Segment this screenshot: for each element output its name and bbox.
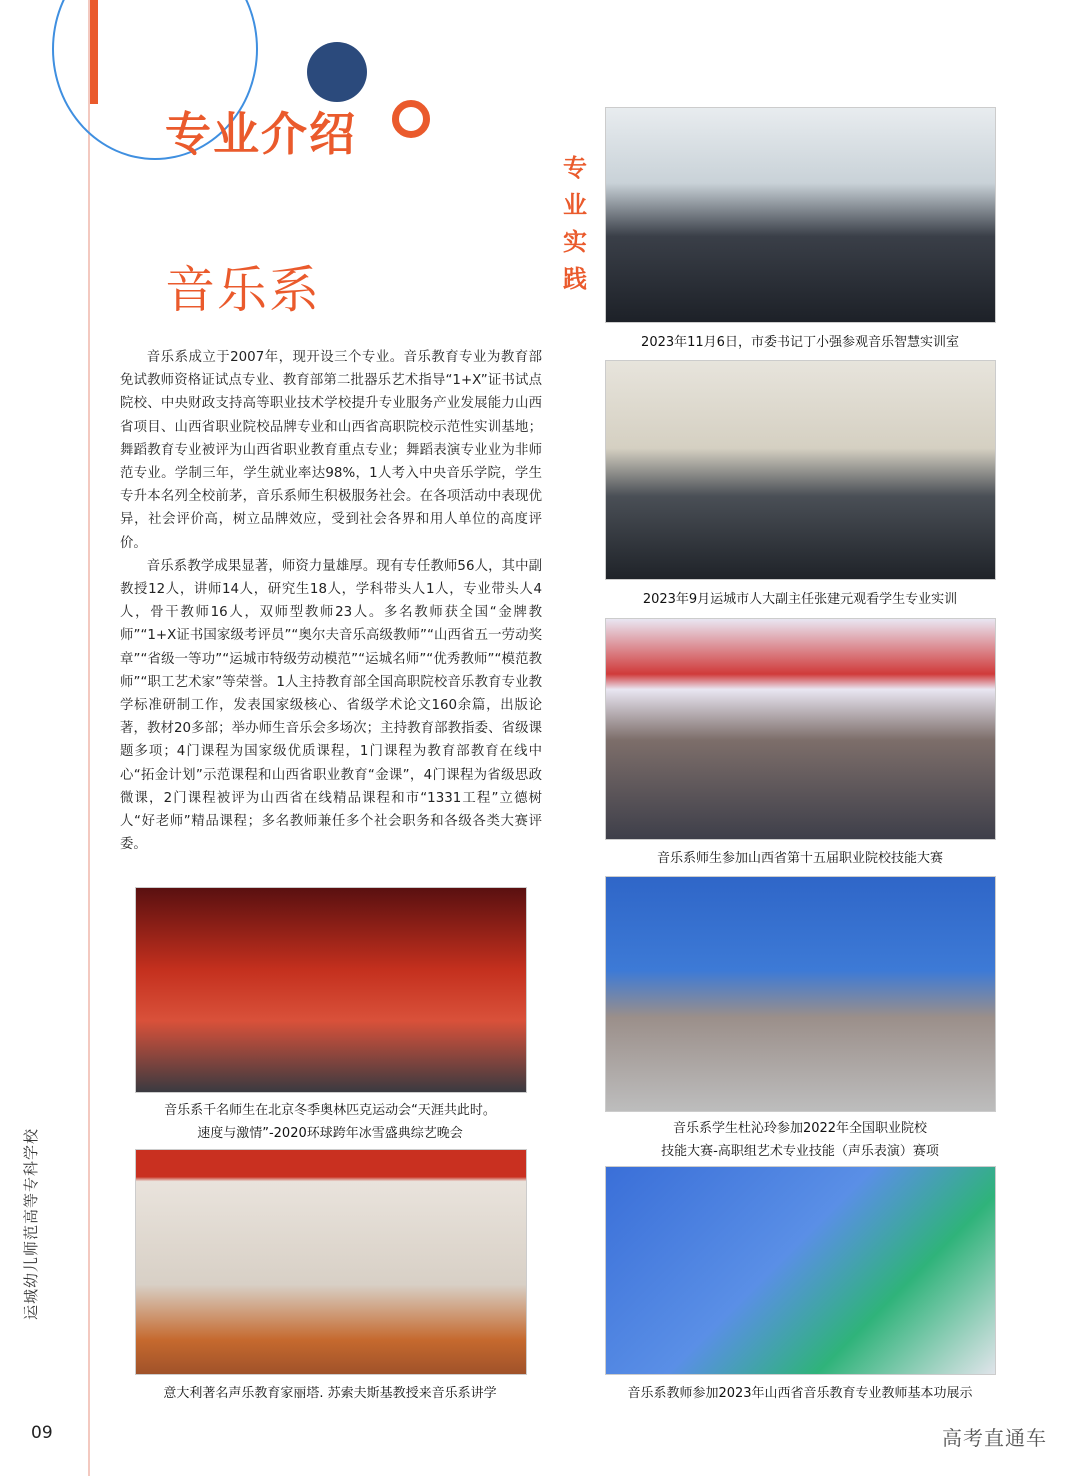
photo-caption: 音乐系千名师生在北京冬季奥林匹克运动会“天涯共此时。 <box>164 1103 496 1118</box>
decorative-ring <box>392 100 430 138</box>
department-title: 音乐系 <box>165 261 321 319</box>
photo-winter-gala <box>135 887 527 1093</box>
photo-guest-lecture <box>135 1149 527 1375</box>
photo-caption: 音乐系教师参加2023年山西省音乐教育专业教师基本功展示 <box>627 1386 973 1401</box>
page-title: 专业介绍 <box>165 107 357 161</box>
photo-student-training <box>605 360 996 580</box>
paragraph: 音乐系成立于2007年，现开设三个专业。音乐教育专业为教育部免试教师资格证试点专业、教育部第二批器乐艺术指导“1+X”证书试点院校、中央财政支持高等职业技术学校提升专业服务产业发展能力山西省项目、山西省职业院校品牌专业和山西省高职院校示范性实训基地；舞蹈教育专业被评为山西省职业教育重点专业；舞蹈表演专业业为非师范专业。学制三年，学生就业率达98%，1人考入中央音乐学院，学生专升本名列全校前茅，音乐系师生积极服务社会。在各项活动中表现优异，社会评价高，树立品牌效应，受到社会各界和用人单位的高度评价。 <box>120 350 542 551</box>
photo-teacher-showcase <box>605 1166 996 1375</box>
paragraph: 音乐系教学成果显著，师资力量雄厚。现有专任教师56人，其中副教授12人，讲师14人，研究生18人，学科带头人1人，专业带头人4人，骨干教师16人，双师型教师23人。多名教师获全国“金牌教师”“1+X证书国家级考评员”“奥尔夫音乐高级教师”“山西省五一劳动奖章”“省级一等功”“运城市特级劳动模范”“运城名师”“优秀教师”“模范教师”“职工艺术家”等荣誉。1人主持教育部全国高职院校音乐教育专业教学标准研制工作，发表国家级核心、省级学术论文160余篇，出版论著，教材20多部；举办师生音乐会多场次；主持教育部教指委、省级课题多项；4门课程为国家级优质课程，1门课程为教育部教育在线中心“拓金计划”示范课程和山西省职业教育“金课”，4门课程为省级思政微课，2门课程被评为山西省在线精品课程和市“1331工程”立德树人“好老师”精品课程；多名教师兼任多个社会职务和各级各类大赛评委。 <box>120 558 542 853</box>
body-text <box>120 346 542 856</box>
photo-caption: 技能大赛-高职组艺术专业技能（声乐表演）赛项 <box>661 1144 939 1159</box>
photo-caption: 意大利著名声乐教育家丽塔. 苏索夫斯基教授来音乐系讲学 <box>163 1386 497 1401</box>
watermark: 高考直通车 <box>942 1426 1047 1450</box>
decorative-bar <box>90 0 98 104</box>
section-label: 专业实践 <box>563 154 587 293</box>
photo-caption: 音乐系学生杜沁玲参加2022年全国职业院校 <box>672 1121 928 1136</box>
page-number: 09 <box>31 1423 53 1443</box>
photo-caption: 2023年11月6日，市委书记丁小强参观音乐智慧实训室 <box>641 335 959 350</box>
photo-caption: 音乐系师生参加山西省第十五届职业院校技能大赛 <box>656 851 943 866</box>
page-margin-line <box>88 0 90 1476</box>
photo-caption: 2023年9月运城市人大副主任张建元观看学生专业实训 <box>642 592 958 607</box>
school-name: 运城幼儿师范高等专科学校 <box>22 1127 40 1320</box>
photo-smart-training-room <box>605 107 996 323</box>
photo-national-competition <box>605 876 996 1112</box>
photo-caption: 速度与激情”-2020环球跨年冰雪盛典综艺晚会 <box>197 1126 463 1141</box>
photo-skills-competition <box>605 618 996 840</box>
decorative-dot <box>307 42 367 102</box>
